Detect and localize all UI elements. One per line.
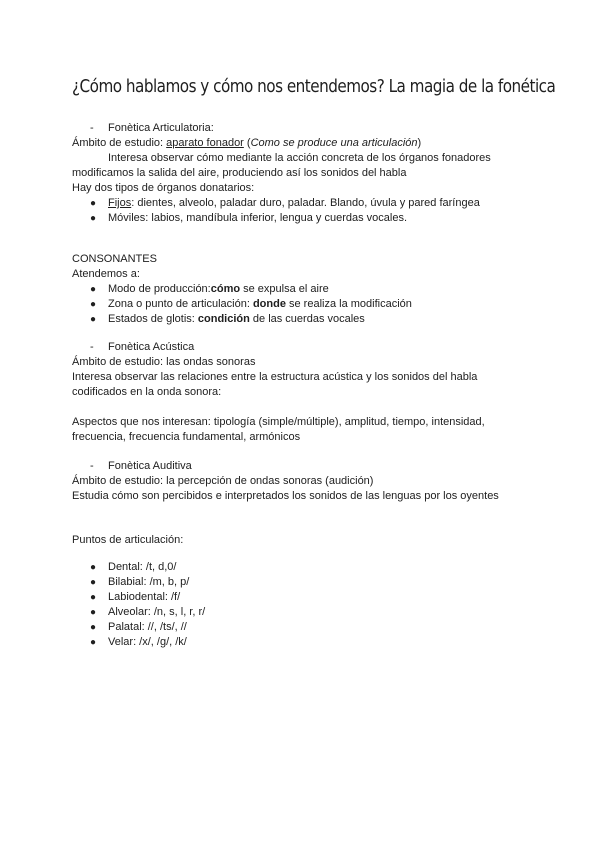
aparato-fonador-underlined: aparato fonador [166, 137, 244, 149]
section-articulatoria [72, 121, 542, 226]
list-item [72, 620, 542, 635]
section-acustica [72, 340, 542, 445]
item-bold: condición [197, 313, 250, 325]
auditiva-estudia: Estudia cómo son percibidos e interpretados los sonidos de las lenguas por los oyentes [72, 490, 499, 502]
bullet-icon: ● [90, 314, 97, 325]
punto-text: Labiodental: /f/ [108, 591, 181, 603]
item-before: Zona o punto de articulación: [108, 298, 253, 310]
organo-text: : labios, mandíbula inferior, lengua y cuerdas vocales. [145, 212, 408, 224]
ambito-prefix: Ámbito de estudio: [72, 137, 167, 149]
item-before: Modo de producción: [108, 283, 211, 295]
consonantes-list [72, 282, 542, 327]
consonantes-atendemos: Atendemos a: [72, 268, 140, 280]
punto-text: Bilabial: /m, b, p/ [108, 576, 190, 588]
organo-label: Móviles [108, 212, 146, 224]
page-title: ¿Cómo hablamos y cómo nos entendemos? La magia de la fonética [72, 77, 556, 97]
organos-list [72, 196, 542, 226]
articulatoria-ambito [72, 136, 542, 151]
ambito-italic: Como se produce una articulación [250, 137, 418, 149]
section-auditiva [72, 459, 542, 504]
bullet-icon: ● [90, 299, 97, 310]
list-item [72, 635, 542, 650]
list-item [72, 297, 542, 312]
item-bold: cómo [210, 283, 241, 295]
acustica-heading: - Fonètica Acústica [72, 340, 542, 355]
punto-text: Palatal: //, /ts/, // [108, 621, 187, 633]
item-bold: donde [252, 298, 286, 310]
articulatoria-interesa-1: Interesa observar cómo mediante la acción concreta de los órganos fonadores [108, 152, 491, 164]
bullet-icon: ● [90, 198, 97, 209]
bullet-icon: ● [90, 284, 97, 295]
consonantes-heading: CONSONANTES [72, 253, 157, 265]
bullet-icon: ● [90, 592, 97, 603]
ambito-open: ( [243, 137, 251, 149]
auditiva-ambito: Ámbito de estudio: la percepción de ondas sonoras (audición) [72, 475, 374, 487]
articulatoria-interesa-2: modificamos la salida del aire, produciendo así los sonidos del habla [72, 167, 407, 179]
list-item [72, 605, 542, 620]
bullet-icon: ● [90, 577, 97, 588]
section-puntos [72, 533, 542, 548]
acustica-aspectos-2: frecuencia, frecuencia fundamental, armónicos [72, 431, 301, 443]
list-item [72, 196, 542, 211]
puntos-list [72, 560, 542, 650]
list-item [72, 312, 542, 327]
articulatoria-heading: - Fonètica Articulatoria: [72, 121, 542, 136]
ambito-close: ) [417, 137, 422, 149]
articulatoria-tipos: Hay dos tipos de órganos donatarios: [72, 182, 255, 194]
acustica-aspectos-1: Aspectos que nos interesan: tipología (simple/múltiple), amplitud, tiempo, intensidad, [72, 416, 485, 428]
list-item [72, 282, 542, 297]
acustica-interesa-2: codificados en la onda sonora: [72, 386, 222, 398]
punto-text: Velar: /x/, /g/, /k/ [108, 636, 187, 648]
puntos-heading: Puntos de articulación: [72, 534, 184, 546]
acustica-ambito: Ámbito de estudio: las ondas sonoras [72, 356, 256, 368]
item-before: Estados de glotis: [108, 313, 198, 325]
bullet-icon: ● [90, 562, 97, 573]
list-item [72, 575, 542, 590]
bullet-icon: ● [90, 637, 97, 648]
organo-text: : dientes, alveolo, paladar duro, paladar. Blando, úvula y pared faríngea [131, 197, 480, 209]
item-after: se realiza la modificación [285, 298, 412, 310]
item-after: se expulsa el aire [240, 283, 329, 295]
section-consonantes [72, 252, 542, 327]
bullet-icon: ● [90, 622, 97, 633]
item-after: de las cuerdas vocales [249, 313, 365, 325]
list-item [72, 560, 542, 575]
list-item [72, 211, 542, 226]
acustica-interesa-1: Interesa observar las relaciones entre la estructura acústica y los sonidos del habla [72, 371, 478, 383]
auditiva-heading: - Fonètica Auditiva [72, 459, 542, 474]
punto-text: Dental: /t, d,0/ [108, 561, 177, 573]
list-item [72, 590, 542, 605]
punto-text: Alveolar: /n, s, l, r, r/ [108, 606, 206, 618]
bullet-icon: ● [90, 213, 97, 224]
blank-line [72, 400, 542, 415]
bullet-icon: ● [90, 607, 97, 618]
organo-label: Fijos [108, 197, 132, 209]
section-puntos-list [72, 560, 542, 650]
